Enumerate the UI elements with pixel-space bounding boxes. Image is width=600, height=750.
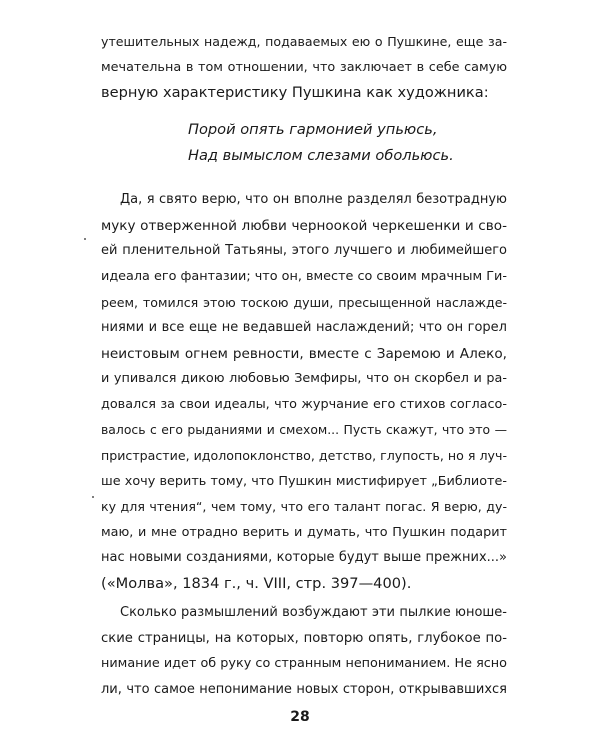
text-line: Сколько размышлений возбуждают эти пылкие юноше-: [120, 605, 507, 621]
text-line: ку для чтения“, чем тому, что его талант погас. Я верю, ду-: [101, 499, 507, 515]
text-line: верную характеристику Пушкина как художника:: [101, 84, 489, 102]
text-line: и упивался дикою любовью Земфиры, что он скорбел и ра-: [101, 371, 507, 387]
text-line: идеала его фантазии; что он, вместе со своим мрачным Ги-: [101, 269, 507, 284]
scan-speck: [84, 238, 86, 240]
verse-line: Над вымыслом слезами обольюсь.: [188, 147, 454, 165]
text-line: Да, я свято верю, что он вполне разделял безотрадную: [120, 192, 507, 208]
text-line: маю, и мне отрадно верить и думать, что Пушкин подарит: [101, 524, 507, 540]
text-line: валось с его рыданиями и смехом... Пусть скажут, что это —: [101, 422, 507, 438]
text-line: довался за свои идеалы, что журчание его стихов согласо-: [101, 396, 507, 412]
text-line: утешительных надежд, подаваемых ею о Пушкине, еще за-: [101, 34, 507, 49]
text-line: нимание идет об руку со странным непониманием. Не ясно: [101, 656, 507, 672]
text-line: ли, что самое непонимание новых сторон, открывавшихся: [101, 682, 507, 697]
verse-line: Порой опять гармонией упьюсь,: [188, 121, 438, 139]
text-line: мечательна в том отношении, что заключает в себе самую: [101, 59, 507, 75]
scan-speck: [92, 496, 94, 498]
text-line: неистовым огнем ревности, вместе с Заремою и Алеко,: [101, 345, 507, 362]
text-line: («Молва», 1834 г., ч. VIII, стр. 397—400).: [101, 574, 412, 592]
text-line: реем, томился этою тоскою души, пресыщенной наслажде-: [101, 294, 507, 310]
text-line: муку отверженной любви черноокой черкешенки и сво-: [101, 217, 507, 234]
text-line: нас новыми созданиями, которые будут выше прежних...»: [101, 550, 507, 566]
text-line: ниями и все еще не ведавшей наслаждений; что он горел: [101, 320, 507, 336]
text-line: ей пленительной Татьяны, этого лучшего и любимейшего: [101, 243, 507, 259]
text-line: ские страницы, на которых, повторю опять, глубокое по-: [101, 630, 507, 646]
text-line: пристрастие, идолопоклонство, детство, глупость, но я луч-: [101, 447, 507, 463]
page-number: 28: [290, 709, 310, 725]
text-line: ше хочу верить тому, что Пушкин мистифирует „Библиоте-: [101, 473, 507, 489]
